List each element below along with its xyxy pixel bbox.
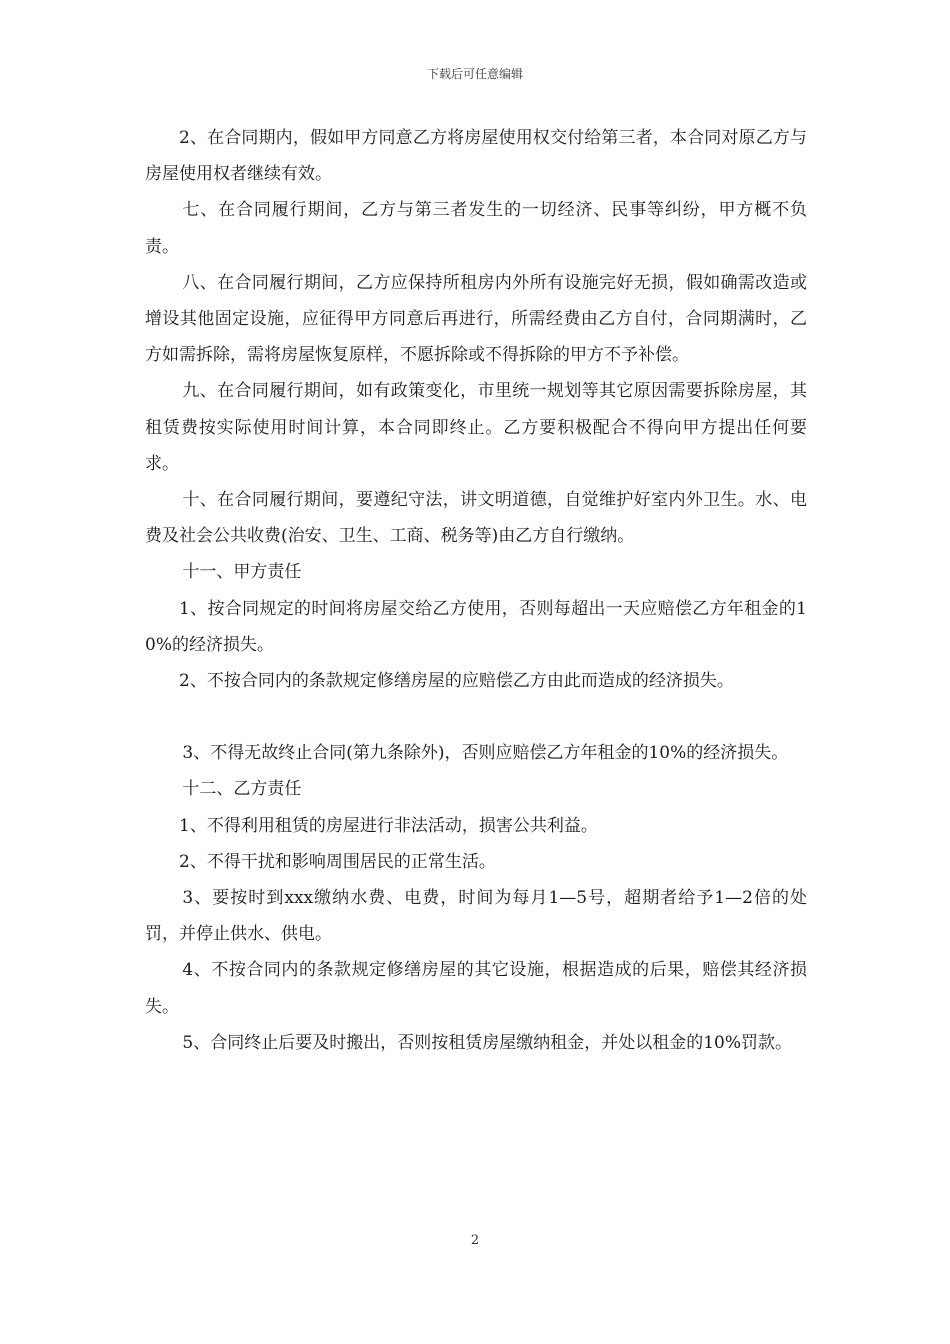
clause-6-item-2: 2、在合同期内，假如甲方同意乙方将房屋使用权交付给第三者，本合同对原乙方与房屋使用权者继续有效。 <box>145 128 807 185</box>
clause-12-item-4: 4、不按合同内的条款规定修缮房屋的其它设施，根据造成的后果，赔偿其经济损失。 <box>145 960 807 1017</box>
clause-11-item-2: 2、不按合同内的条款规定修缮房屋的应赔偿乙方由此而造成的经济损失。 <box>179 671 734 692</box>
clause-11-item-3: 3、不得无故终止合同(第九条除外)，否则应赔偿乙方年租金的10%的经济损失。 <box>182 743 789 764</box>
clause-12-item-1: 1、不得利用租赁的房屋进行非法活动，损害公共利益。 <box>179 815 598 836</box>
clause-8: 八、在合同履行期间，乙方应保持所租房内外所有设施完好无损，假如确需改造或增设其他固定设施，应征得甲方同意后再进行，所需经费由乙方自付，合同期满时，乙方如需拆除，需将房屋恢复原样，不愿拆除或不得拆除的甲方不予补偿。 <box>145 272 807 366</box>
clause-11-item-1: 1、按合同规定的时间将房屋交给乙方使用，否则每超出一天应赔偿乙方年租金的10%的经济损失。 <box>145 598 807 655</box>
page-number: 2 <box>470 1233 480 1248</box>
clause-7: 七、在合同履行期间，乙方与第三者发生的一切经济、民事等纠纷，甲方概不负责。 <box>145 200 807 257</box>
clause-12-item-3: 3、要按时到xxx缴纳水费、电费，时间为每月1—5号，超期者给予1—2倍的处罚，并停止供水、供电。 <box>145 888 807 945</box>
clause-10: 十、在合同履行期间，要遵纪守法，讲文明道德，自觉维护好室内外卫生。水、电费及社会公共收费(治安、卫生、工商、税务等)由乙方自行缴纳。 <box>145 490 807 547</box>
clause-11-heading: 十一、甲方责任 <box>182 562 302 583</box>
clause-12-item-2: 2、不得干扰和影响周围居民的正常生活。 <box>179 851 496 872</box>
page-header: 下载后可任意编辑 <box>426 67 523 81</box>
blank-line <box>145 699 807 735</box>
clause-12-item-5: 5、合同终止后要及时搬出，否则按租赁房屋缴纳租金，并处以租金的10%罚款。 <box>182 1032 792 1053</box>
clause-9: 九、在合同履行期间，如有政策变化，市里统一规划等其它原因需要拆除房屋，其租赁费按实际使用时间计算，本合同即终止。乙方要积极配合不得向甲方提出任何要求。 <box>145 381 807 474</box>
document-body <box>145 120 807 1061</box>
clause-12-heading: 十二、乙方责任 <box>182 779 302 800</box>
